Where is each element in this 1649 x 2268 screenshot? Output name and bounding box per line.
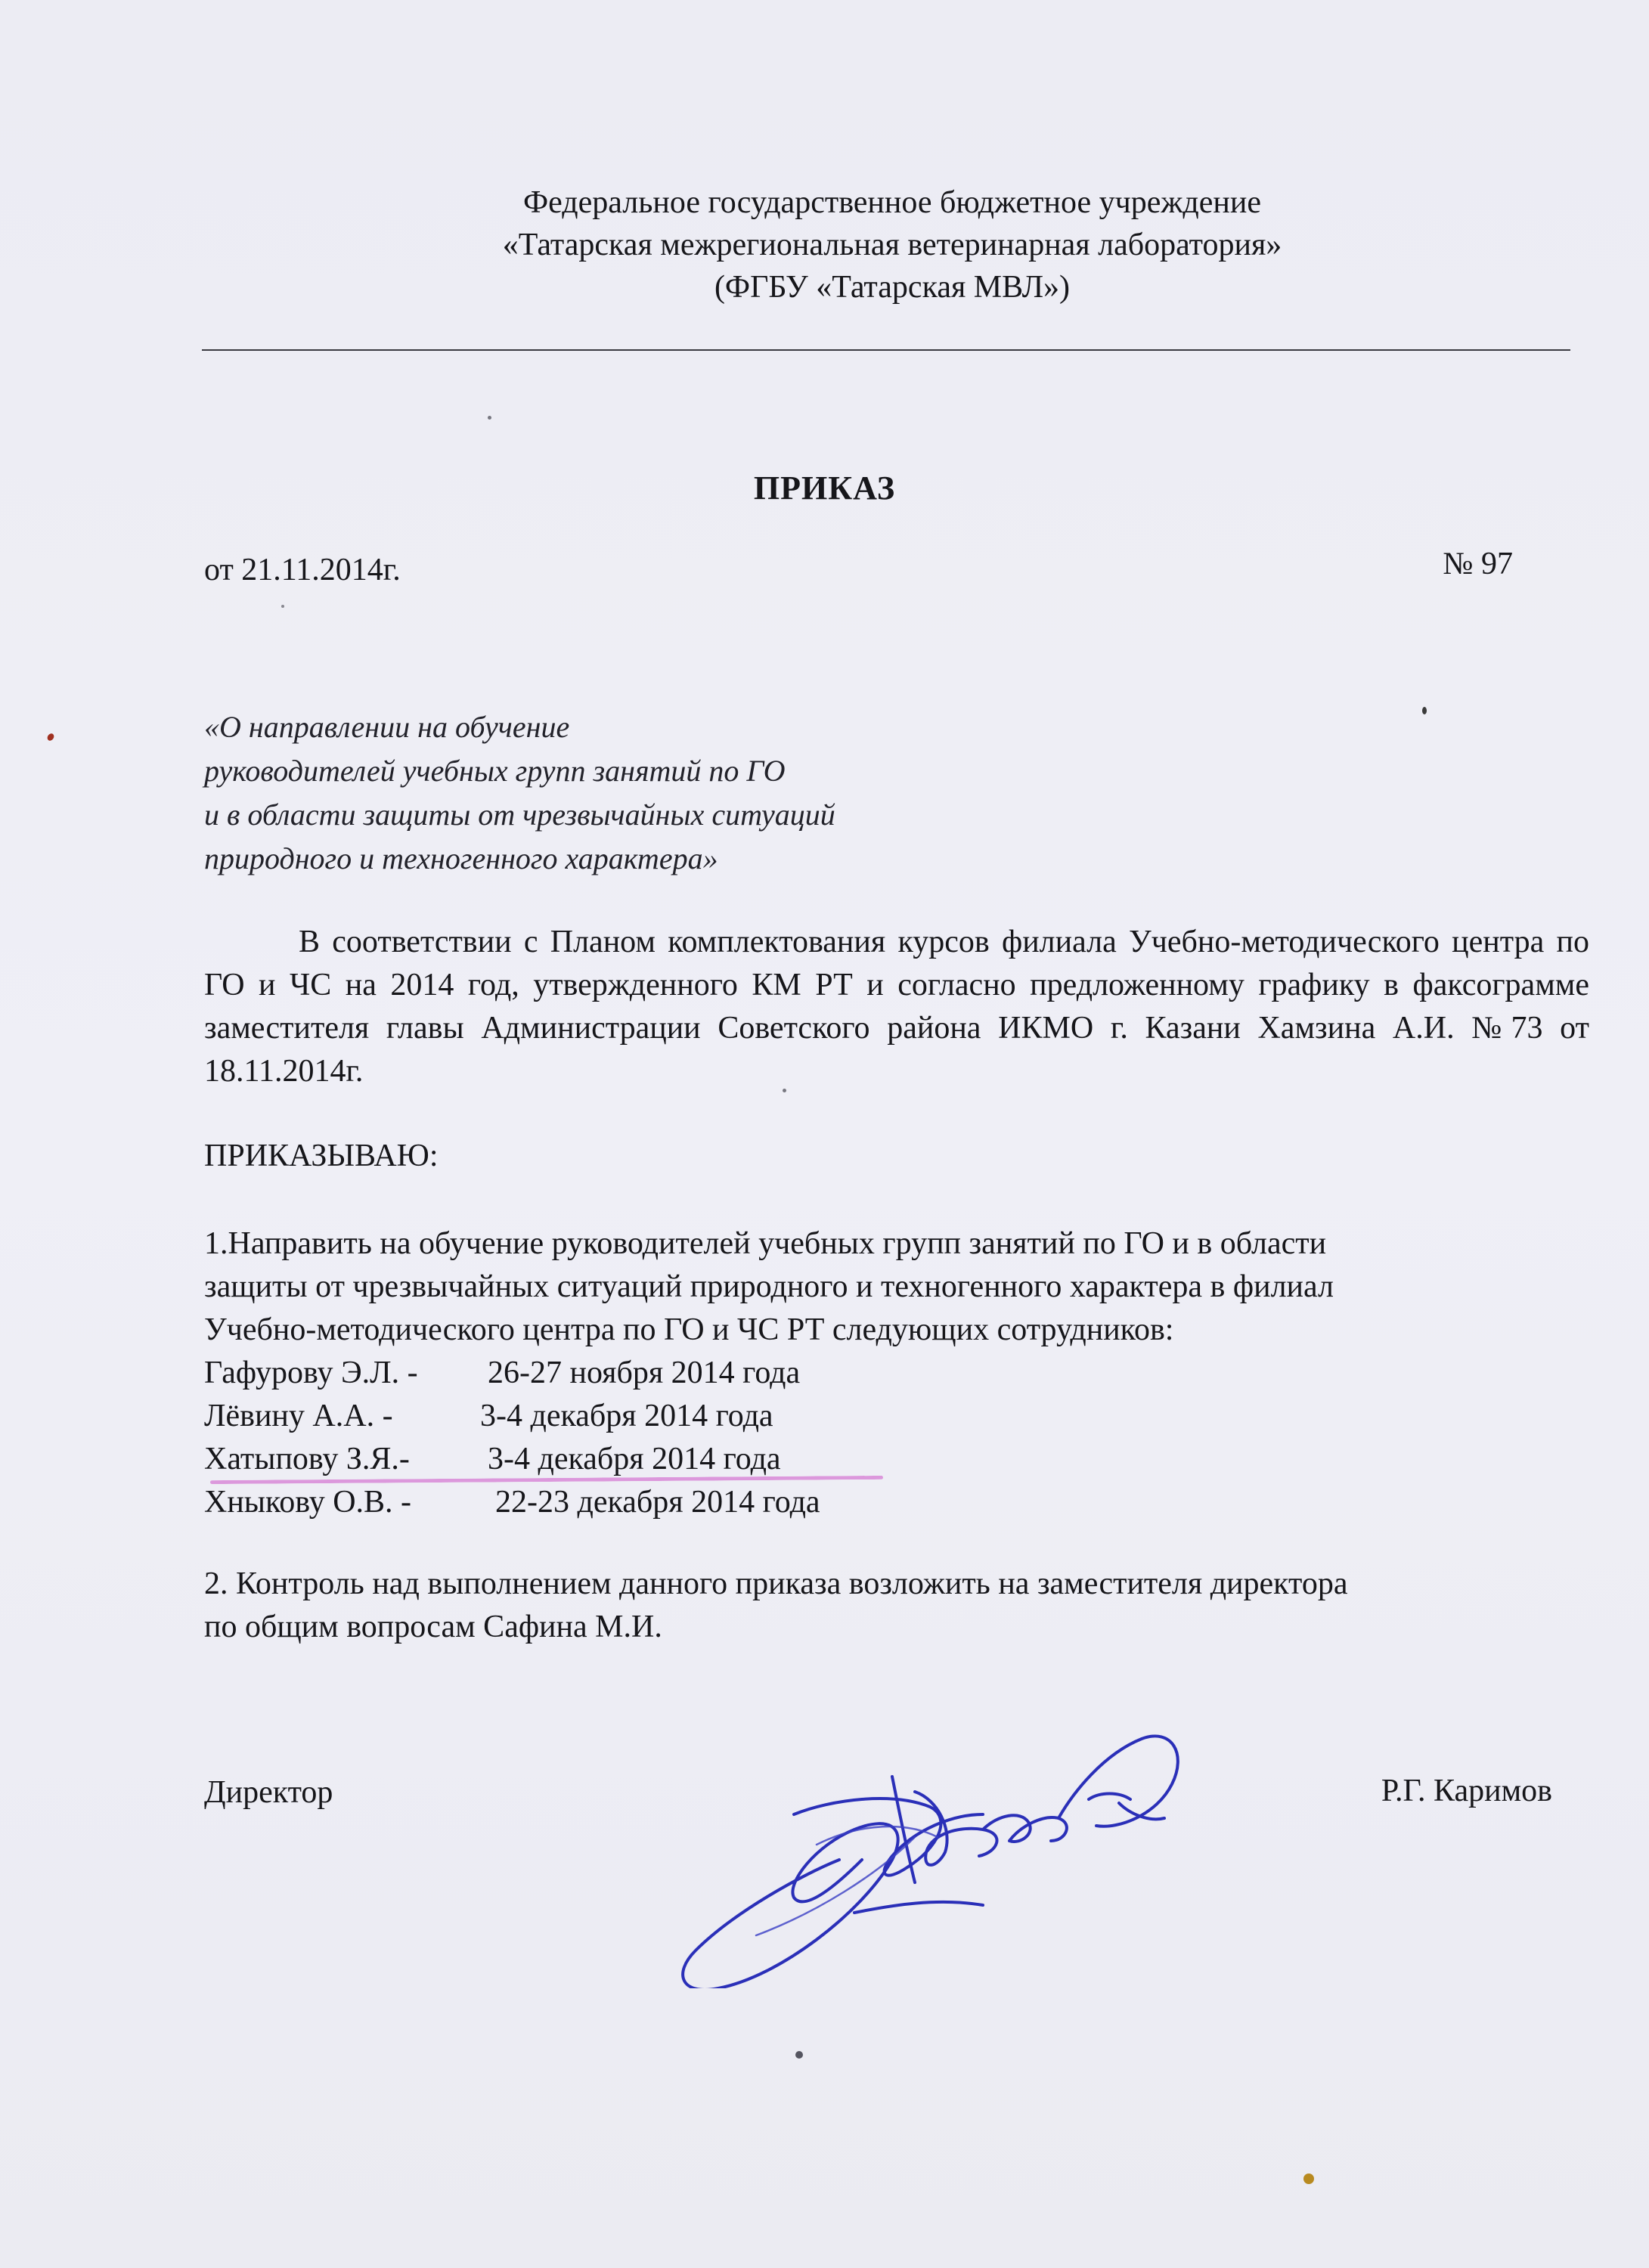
item-2-line-1: 2. Контроль над выполнением данного приказа возложить на заместителя директора [204,1566,1348,1601]
paper-speck [1303,2174,1314,2184]
org-name-line-1: Федеральное государственное бюджетное учреждение [522,185,1261,220]
paper-speck [46,733,55,742]
staff-name: Гафурову Э.Л. - [204,1356,418,1390]
item-1-line-1: 1.Направить на обучение руководителей учебных групп занятий по ГО и в области [204,1226,1327,1261]
order-subject [204,705,835,881]
staff-dates: 26-27 ноября 2014 года [488,1356,801,1390]
subject-line-3: и в области защиты от чрезвычайных ситуаций [204,798,835,832]
org-name-line-3: (ФГБУ «Татарская МВЛ») [714,270,1071,305]
staff-name: Хныкову О.В. - [204,1485,412,1520]
staff-name: Хатыпову З.Я.- [204,1442,410,1476]
subject-line-4: природного и техногенного характера» [204,841,718,875]
document-title: ПРИКАЗ [753,469,896,507]
header-divider [202,349,1570,351]
signer-name: Р.Г. Каримов [1381,1774,1552,1808]
organization-header [204,181,1580,308]
order-directive: ПРИКАЗЫВАЮ: [204,1139,439,1173]
order-item-1 [204,1222,1334,1352]
paper-speck [488,416,491,420]
staff-dates: 3-4 декабря 2014 года [488,1442,781,1476]
order-number: № 97 [1443,547,1513,581]
order-item-2 [204,1563,1347,1649]
paper-speck [783,1089,786,1092]
staff-dates: 22-23 декабря 2014 года [495,1485,820,1520]
staff-name: Лёвину А.А. - [204,1399,393,1433]
subject-line-1: «О направлении на обучение [204,710,570,744]
org-name-line-2: «Татарская межрегиональная ветеринарная лаборатория» [502,228,1282,262]
item-1-line-3: Учебно-методического центра по ГО и ЧС РТ следующих сотрудников: [204,1312,1174,1347]
preamble-paragraph: В соответствии с Планом комплектования курсов филиала Учебно-методического центра по ГО и ЧС на 2014 год, утвержденного КМ РТ и согласно предложенному графику в факсограмме заместителя главы Администрации Советского района ИКМО г. Казани Хамзина А.И. №73 от 18.11.2014г. [204,925,1589,1089]
paper-speck [281,605,284,608]
signer-position: Директор [204,1775,333,1810]
paper-speck [1422,707,1427,714]
subject-line-2: руководителей учебных групп занятий по ГО [204,754,786,788]
handwritten-signature [665,1686,1179,1988]
paper-speck [795,2051,803,2059]
order-date: от 21.11.2014г. [204,553,401,587]
item-1-line-2: защиты от чрезвычайных ситуаций природного и техногенного характера в филиал [204,1269,1334,1304]
staff-dates: 3-4 декабря 2014 года [480,1399,773,1433]
item-2-line-2: по общим вопросам Сафина М.И. [204,1610,662,1644]
